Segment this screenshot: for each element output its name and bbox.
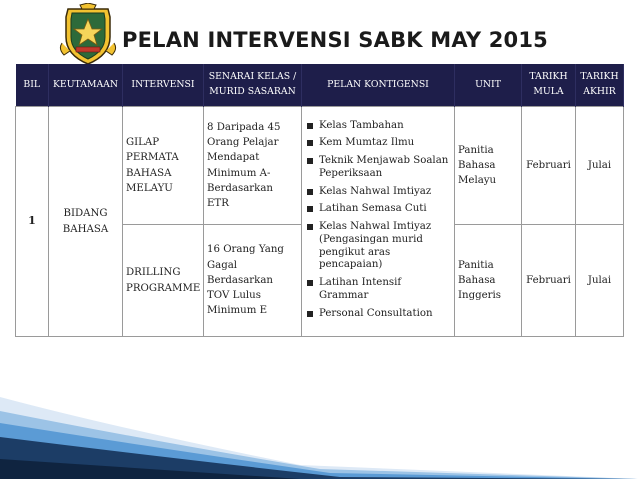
header-bil: BIL — [16, 64, 49, 107]
header-unit: UNIT — [455, 64, 522, 107]
senarai-line: Mendapat — [207, 152, 260, 164]
pelan-kontigensi-list — [305, 120, 451, 321]
intervention-plan-table — [15, 64, 624, 337]
senarai-line: Berdasarkan — [207, 182, 273, 194]
senarai-line: ETR — [207, 198, 229, 210]
intervensi-cell — [123, 107, 204, 225]
unit-line: Panitia — [458, 144, 494, 156]
list-item: Teknik Menjawab Soalan Peperiksaan — [305, 155, 451, 181]
senarai-line: Orang Pelajar — [207, 136, 279, 148]
unit-line: Inggeris — [458, 290, 502, 302]
list-item: Kelas Nahwal Imtiyaz — [305, 186, 451, 199]
unit-line: Melayu — [458, 175, 497, 187]
header-senarai — [204, 64, 302, 107]
pelan-kontigensi-cell — [302, 107, 455, 337]
senarai-line: Minimum E — [207, 305, 268, 317]
intervensi-line: PROGRAMME — [126, 282, 201, 294]
intervensi-line: DRILLING — [126, 267, 181, 279]
header-tarikh-akhir — [576, 64, 624, 107]
header-tarikh-akhir-line2: AKHIR — [583, 86, 616, 97]
tarikh-akhir-cell: Julai — [576, 107, 624, 225]
header-tarikh-mula-line2: MULA — [533, 86, 564, 97]
tarikh-mula-cell: Februari — [522, 107, 576, 225]
list-item: Personal Consultation — [305, 308, 451, 321]
intervensi-line: BAHASA — [126, 167, 172, 179]
senarai-line: Gagal — [207, 259, 238, 271]
senarai-cell — [204, 107, 302, 225]
senarai-line: 16 Orang Yang — [207, 244, 284, 256]
list-item: Kelas Nahwal Imtiyaz (Pengasingan murid pengikut aras pencapaian) — [305, 221, 451, 272]
senarai-line: 8 Daripada 45 — [207, 121, 281, 133]
list-item: Kelas Tambahan — [305, 120, 451, 133]
intervensi-line: GILAP — [126, 136, 160, 148]
decorative-swoosh-band — [0, 389, 638, 479]
header-pelan-kontigensi: PELAN KONTIGENSI — [302, 64, 455, 107]
table-header-row — [16, 64, 624, 107]
header-keutamaan: KEUTAMAAN — [49, 64, 123, 107]
header-senarai-line2: MURID SASARAN — [209, 86, 296, 97]
header-tarikh-akhir-line1: TARIKH — [580, 71, 619, 83]
bil-cell: 1 — [16, 107, 49, 337]
list-item: Latihan Semasa Cuti — [305, 203, 451, 216]
header-intervensi: INTERVENSI — [123, 64, 204, 107]
senarai-line: Berdasarkan — [207, 274, 273, 286]
header-senarai-line1: SENARAI KELAS / — [208, 71, 297, 83]
unit-line: Bahasa — [458, 159, 496, 171]
keutamaan-cell — [49, 107, 123, 337]
tarikh-mula-cell: Februari — [522, 225, 576, 337]
list-item: Latihan Intensif Grammar — [305, 277, 451, 303]
senarai-line: Minimum A- — [207, 167, 271, 179]
school-crest-logo — [58, 3, 118, 67]
keutamaan-line: BIDANG — [63, 208, 108, 220]
tarikh-akhir-cell: Julai — [576, 225, 624, 337]
page-title: PELAN INTERVENSI SABK MAY 2015 — [122, 28, 548, 52]
intervensi-line: MELAYU — [126, 182, 173, 194]
unit-cell — [455, 225, 522, 337]
unit-line: Bahasa — [458, 274, 496, 286]
list-item: Kem Mumtaz Ilmu — [305, 137, 451, 150]
intervensi-line: PERMATA — [126, 152, 179, 164]
table-row — [16, 107, 624, 225]
intervensi-cell — [123, 225, 204, 337]
senarai-cell — [204, 225, 302, 337]
header-tarikh-mula — [522, 64, 576, 107]
unit-cell — [455, 107, 522, 225]
keutamaan-line: BAHASA — [62, 223, 109, 235]
header-tarikh-mula-line1: TARIKH — [529, 71, 568, 83]
unit-line: Panitia — [458, 259, 494, 271]
senarai-line: TOV Lulus — [207, 290, 261, 302]
